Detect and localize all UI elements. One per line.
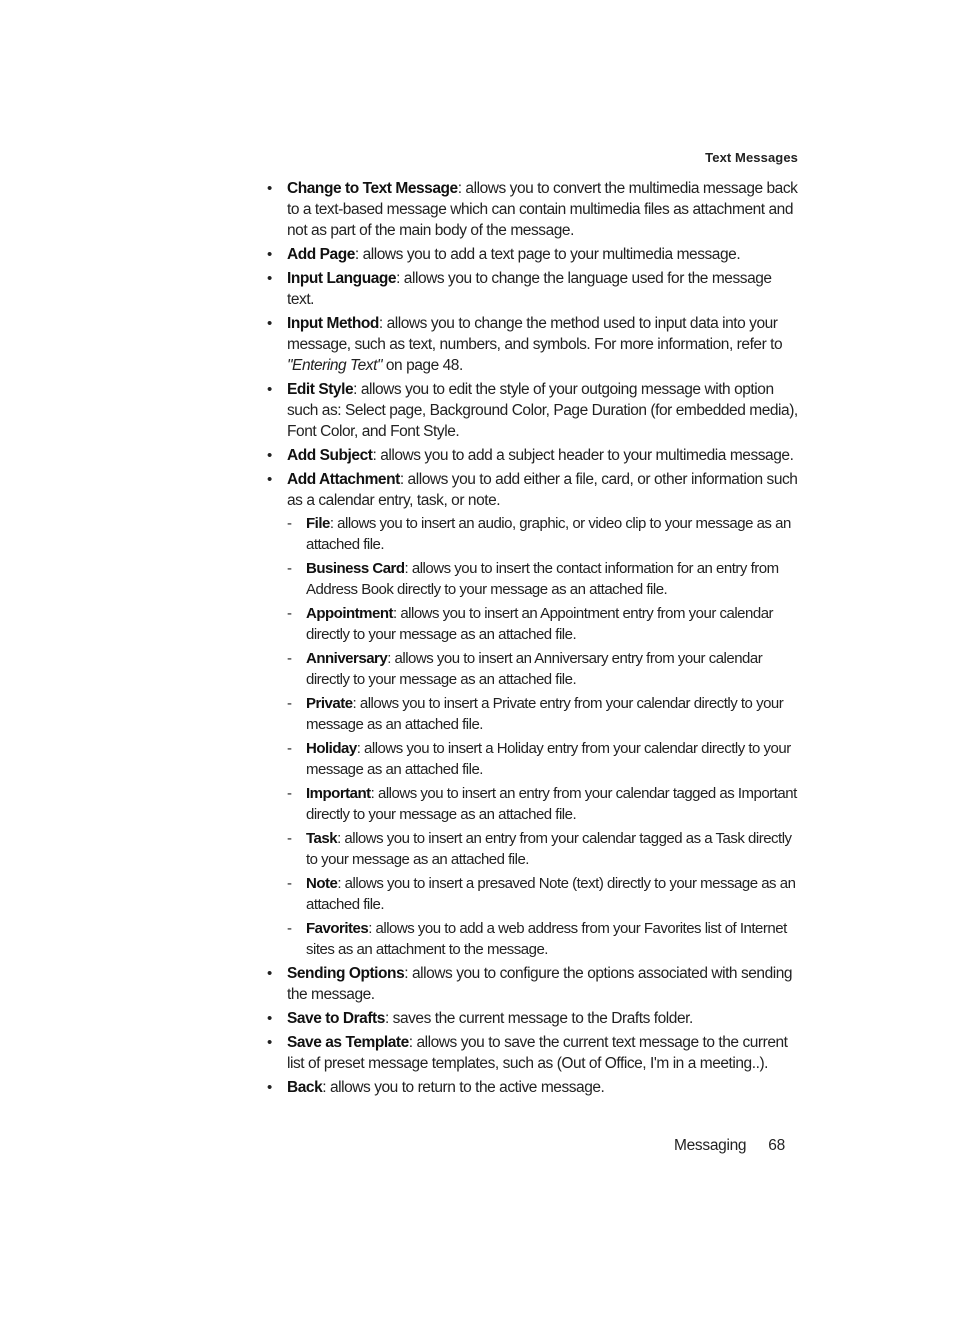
sublist-item [287, 693, 802, 735]
sublist-item [287, 603, 802, 645]
item-description-tail: on page 48. [382, 357, 463, 374]
sublist-item [287, 828, 802, 870]
list-item [266, 313, 802, 376]
bullet-icon: • [267, 471, 272, 488]
dash-marker: - [287, 785, 292, 802]
sublist-item [287, 513, 802, 555]
subitem-term: Appointment [306, 605, 393, 622]
item-description: : allows you to configure the options associated with sending the message. [287, 965, 793, 1003]
item-term: Input Method [287, 315, 379, 332]
subitem-description: : allows you to insert an Anniversary entry from your calendar directly to your message as an attached file. [306, 650, 763, 688]
dash-marker: - [287, 830, 292, 847]
subitem-term: Important [306, 785, 371, 802]
list-item [266, 268, 802, 310]
dash-marker: - [287, 695, 292, 712]
list-item [266, 469, 802, 960]
item-description: : allows you to add a subject header to your multimedia message. [372, 447, 794, 464]
item-term: Add Page [287, 246, 355, 263]
list-item [266, 244, 802, 265]
item-description: : allows you to change the method used to input data into your message, such as text, numbers, and symbols. For more information, refer to [287, 315, 783, 353]
subitem-term: Note [306, 875, 338, 892]
item-term: Save to Drafts [287, 1010, 385, 1027]
bullet-icon: • [267, 246, 272, 263]
subitem-description: : allows you to insert an Appointment entry from your calendar directly to your message as an attached file. [306, 605, 774, 643]
subitem-description: : allows you to add a web address from your Favorites list of Internet sites as an attachment to the message. [306, 920, 787, 958]
item-term: Sending Options [287, 965, 405, 982]
cross-reference-link[interactable]: "Entering Text" [287, 357, 383, 374]
item-term: Back [287, 1079, 323, 1096]
list-item [266, 178, 802, 241]
list-item [266, 1032, 802, 1074]
item-description: : allows you to change the language used for the message text. [287, 270, 772, 308]
item-term: Change to Text Message [287, 180, 458, 197]
subitem-description: : allows you to insert an audio, graphic, or video clip to your message as an attached file. [306, 515, 791, 553]
running-header: Text Messages [705, 150, 798, 165]
page-content [266, 178, 802, 1101]
subitem-description: : allows you to insert a Private entry from your calendar directly to your message as an attached file. [306, 695, 784, 733]
sublist-item [287, 783, 802, 825]
list-item [266, 1008, 802, 1029]
item-term: Save as Template [287, 1034, 409, 1051]
sublist-item [287, 648, 802, 690]
item-term: Input Language [287, 270, 397, 287]
subitem-term: Anniversary [306, 650, 388, 667]
sublist-item [287, 873, 802, 915]
dash-marker: - [287, 920, 292, 937]
item-term: Edit Style [287, 381, 354, 398]
item-description: : allows you to add a text page to your multimedia message. [354, 246, 741, 263]
subitem-description: : allows you to insert a presaved Note (text) directly to your message as an attached file. [306, 875, 796, 913]
footer-chapter: Messaging [674, 1137, 747, 1154]
sublist-item [287, 738, 802, 780]
bullet-icon: • [267, 315, 272, 332]
item-term: Add Attachment [287, 471, 400, 488]
subitem-description: : allows you to insert an entry from your calendar tagged as Important directly to your message as an attached file. [306, 785, 797, 823]
page-number: 68 [768, 1137, 785, 1154]
bullet-icon: • [267, 381, 272, 398]
subitem-description: : allows you to insert the contact information for an entry from Address Book directly to your message as an attached file. [306, 560, 779, 598]
item-description: : allows you to save the current text message to the current list of preset message templates, such as (Out of Office, I'm in a meeting..). [287, 1034, 788, 1072]
item-description: : allows you to return to the active message. [322, 1079, 605, 1096]
dash-marker: - [287, 875, 292, 892]
dash-marker: - [287, 605, 292, 622]
subitem-term: File [306, 515, 330, 532]
subitem-description: : allows you to insert a Holiday entry from your calendar directly to your message as an attached file. [306, 740, 791, 778]
bullet-icon: • [267, 447, 272, 464]
sublist-item [287, 558, 802, 600]
page-footer [674, 1137, 785, 1155]
dash-marker: - [287, 740, 292, 757]
item-description: : saves the current message to the Drafts folder. [384, 1010, 693, 1027]
dash-marker: - [287, 515, 292, 532]
subitem-term: Favorites [306, 920, 369, 937]
list-item [266, 379, 802, 442]
option-list [266, 178, 802, 1098]
subitem-term: Task [306, 830, 338, 847]
item-description: : allows you to add either a file, card, or other information such as a calendar entry, task, or note. [287, 471, 798, 509]
item-description: : allows you to edit the style of your outgoing message with option such as: Select page, Background Color, Page Duration (for embedded media), Font Color, and Font Style. [287, 381, 798, 440]
bullet-icon: • [267, 180, 272, 197]
item-term: Add Subject [287, 447, 373, 464]
dash-marker: - [287, 560, 292, 577]
sublist-item [287, 918, 802, 960]
list-item [266, 963, 802, 1005]
subitem-description: : allows you to insert an entry from your calendar tagged as a Task directly to your message as an attached file. [306, 830, 792, 868]
item-description: : allows you to convert the multimedia message back to a text-based message which can contain multimedia files as attachment and not as part of the main body of the message. [287, 180, 798, 239]
bullet-icon: • [267, 1010, 272, 1027]
subitem-term: Holiday [306, 740, 357, 757]
bullet-icon: • [267, 1034, 272, 1051]
attachment-sublist [287, 513, 802, 960]
dash-marker: - [287, 650, 292, 667]
bullet-icon: • [267, 270, 272, 287]
bullet-icon: • [267, 965, 272, 982]
list-item [266, 1077, 802, 1098]
subitem-term: Private [306, 695, 353, 712]
list-item [266, 445, 802, 466]
bullet-icon: • [267, 1079, 272, 1096]
subitem-term: Business Card [306, 560, 405, 577]
